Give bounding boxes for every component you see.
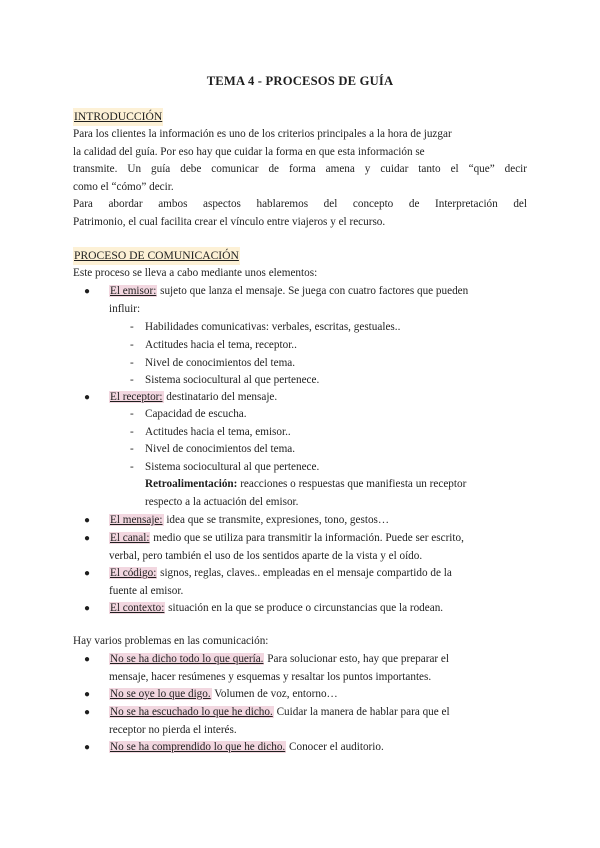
bullet-icon: ● (84, 689, 91, 700)
list-item-codigo (109, 565, 527, 600)
item-text: respecto a la actuación del emisor. (145, 495, 299, 508)
dash-icon: - (130, 426, 134, 438)
item-text: mensaje, hacer resúmenes y esquemas y resaltar los puntos importantes. (109, 670, 432, 683)
item-text: idea que se transmite, expresiones, tono, gestos… (163, 514, 390, 526)
item-text: Para solucionar esto, hay que preparar el (264, 653, 450, 665)
dash-icon: - (130, 461, 134, 473)
comm-heading: PROCESO DE COMUNICACIÓN (73, 247, 240, 265)
list-item-canal (109, 530, 527, 565)
problem-term: No se ha escuchado lo que he dicho. (110, 706, 273, 718)
intro-line: Para los clientes la información es uno de los criterios principales a la hora de juzgar (73, 128, 452, 140)
dash-icon: - (130, 357, 134, 369)
problem-term: No se oye lo que digo. (110, 688, 211, 700)
bullet-icon: ● (84, 707, 91, 718)
term-emisor: El emisor: (110, 285, 157, 297)
item-text: receptor no pierda el interés. (109, 723, 237, 736)
bullet-icon: ● (84, 568, 91, 579)
intro-paragraph (73, 126, 527, 232)
sub-item: Nivel de conocimientos del tema. (145, 443, 296, 455)
item-text: reacciones o respuestas que manifiesta un receptor (237, 478, 467, 490)
list-item-contexto (109, 600, 527, 618)
dash-icon: - (130, 408, 134, 420)
problem-item (109, 704, 527, 739)
sub-item: Capacidad de escucha. (145, 408, 247, 420)
page-title: TEMA 4 - PROCESOS DE GUÍA (206, 74, 394, 88)
item-text: destinatario del mensaje. (163, 391, 278, 403)
problem-term: No se ha dicho todo lo que quería. (110, 653, 264, 665)
term-retroalimentacion: Retroalimentación: (145, 478, 238, 490)
item-text: influir: (109, 302, 141, 315)
retroalimentacion-note (145, 476, 527, 511)
intro-line: Para abordar ambos aspectos hablaremos del concepto de Interpretación del (73, 198, 527, 211)
dash-icon: - (130, 374, 134, 386)
sub-item: Sistema sociocultural al que pertenece. (145, 461, 320, 473)
item-text: verbal, pero también el uso de los sentidos aparte de la vista y el oído. (109, 549, 423, 562)
sub-item: Sistema sociocultural al que pertenece. (145, 374, 320, 386)
item-text: Conocer el auditorio. (286, 741, 384, 753)
bullet-icon: ● (84, 392, 91, 403)
bullet-icon: ● (84, 654, 91, 665)
term-canal: El canal: (110, 532, 150, 544)
dash-icon: - (130, 321, 134, 333)
intro-line: como el “cómo” decir. (73, 180, 174, 193)
sub-item: Actitudes hacia el tema, emisor.. (145, 426, 291, 438)
item-text: sujeto que lanza el mensaje. Se juega con cuatro factores que pueden (157, 285, 469, 297)
intro-line: transmite. Un guía debe comunicar de forma amena y cuidar tanto el “que” decir (73, 163, 527, 176)
dash-icon: - (130, 443, 134, 455)
item-text: situación en la que se produce o circunstancias que la rodean. (165, 602, 444, 614)
item-text: Cuidar la manera de hablar para que el (273, 706, 450, 718)
problem-term: No se ha comprendido lo que he dicho. (110, 741, 286, 753)
term-codigo: El código: (110, 567, 157, 579)
bullet-icon: ● (84, 603, 91, 614)
sub-item: Actitudes hacia el tema, receptor.. (145, 339, 297, 351)
item-text: fuente al emisor. (109, 584, 184, 597)
comm-intro: Este proceso se lleva a cabo mediante unos elementos: (73, 267, 318, 279)
problems-intro: Hay varios problemas en las comunicación: (73, 635, 269, 647)
intro-line: la calidad del guía. Por eso hay que cuidar la forma en que esta información se (73, 145, 425, 158)
sub-item: Habilidades comunicativas: verbales, escritas, gestuales.. (145, 321, 401, 333)
item-text: medio que se utiliza para transmitir la información. Puede ser escrito, (150, 532, 464, 544)
problem-item (109, 739, 527, 757)
item-text: Volumen de voz, entorno… (211, 688, 338, 700)
term-mensaje: El mensaje: (110, 514, 163, 526)
intro-line: Patrimonio, el cual facilita crear el vínculo entre viajeros y el recurso. (73, 215, 386, 228)
term-receptor: El receptor: (110, 391, 163, 403)
item-text: signos, reglas, claves.. empleadas en el mensaje compartido de la (157, 567, 452, 579)
list-item-receptor (109, 389, 527, 407)
list-item-emisor (109, 283, 527, 318)
dash-icon: - (130, 339, 134, 351)
problem-item (109, 651, 527, 686)
term-contexto: El contexto: (110, 602, 165, 614)
bullet-icon: ● (84, 533, 91, 544)
bullet-icon: ● (84, 286, 91, 297)
intro-heading: INTRODUCCIÓN (73, 108, 163, 126)
bullet-icon: ● (84, 515, 91, 526)
problem-item (109, 686, 527, 704)
list-item-mensaje (109, 512, 527, 530)
sub-item: Nivel de conocimientos del tema. (145, 357, 296, 369)
bullet-icon: ● (84, 742, 91, 753)
